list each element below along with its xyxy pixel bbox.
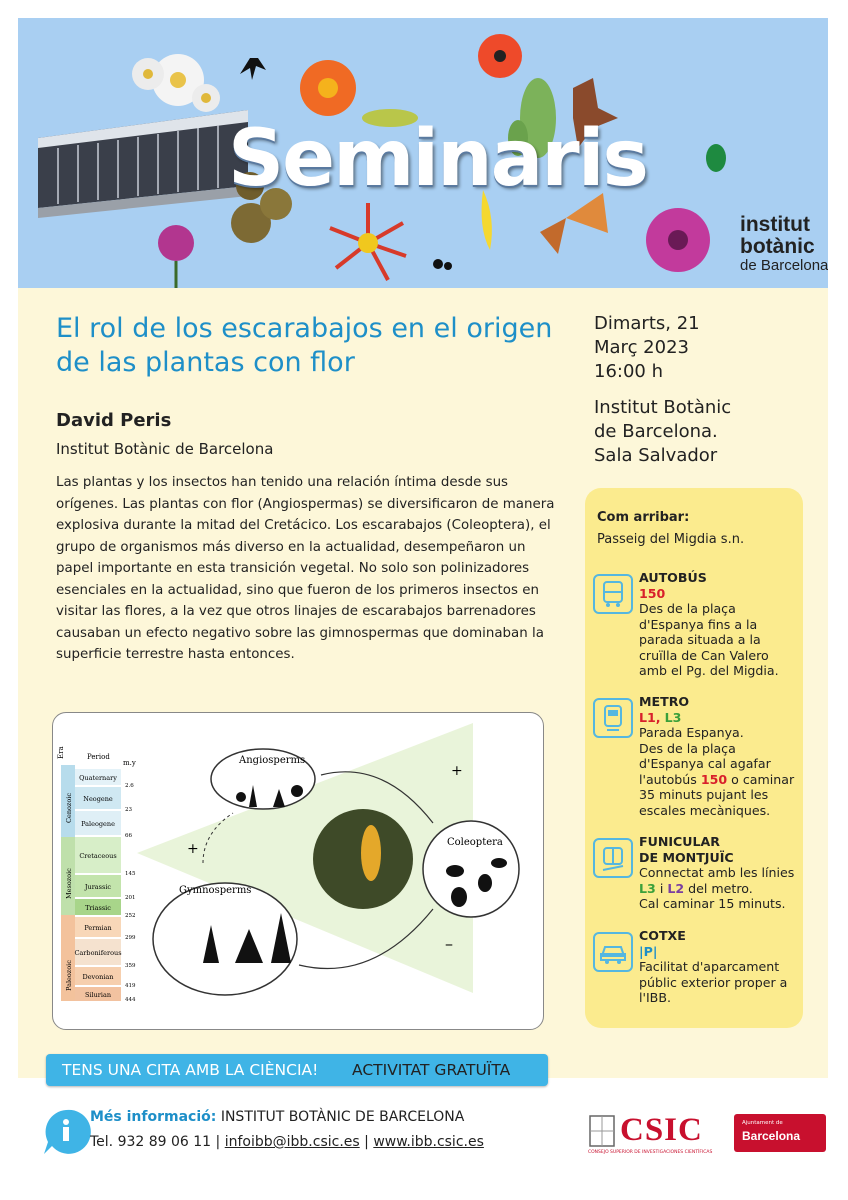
coleoptera-label: Coleoptera: [447, 837, 503, 848]
starburst-flower-icon: [330, 203, 406, 280]
bus-line: 150: [639, 585, 666, 601]
speaker-affiliation: Institut Botànic de Barcelona: [56, 440, 274, 458]
evolution-figure: [52, 712, 544, 1030]
period-paleogene: Paleogene: [81, 820, 115, 828]
age-2: 66: [125, 833, 132, 839]
coleoptera-circle: [423, 821, 519, 917]
event-time: 16:00 h: [594, 361, 664, 382]
period-jurassic: Jurassic: [84, 883, 112, 891]
poppy-icon: [478, 34, 522, 78]
funicular-text3: Cal caminar 15 minuts.: [639, 896, 786, 911]
bus-text: Des de la plaça d'Espanya fins a la parada situada a la cruïlla de Can Valero amb el Pg. del Migdia.: [639, 601, 779, 678]
age-9: 444: [125, 997, 136, 1003]
funicular-text1: Connectat amb les línies: [639, 865, 795, 880]
csic-subtitle: CONSEJO SUPERIOR DE INVESTIGACIONES CIENTÍFICAS: [588, 1150, 713, 1155]
period-cretaceous: Cretaceous: [79, 852, 117, 860]
minus-sign: –: [445, 934, 453, 953]
age-5: 252: [125, 913, 136, 919]
event-month-year: Març 2023: [594, 337, 689, 358]
era-header: Era: [57, 746, 65, 759]
banner-title: Seminaris: [228, 114, 647, 204]
period-devonian: Devonian: [82, 973, 114, 981]
period-silurian: Silurian: [84, 991, 112, 999]
funicular-line-l3: L3: [639, 880, 656, 896]
age-8: 419: [125, 983, 136, 989]
age-1: 23: [125, 807, 132, 813]
period-quaternary: Quaternary: [79, 774, 117, 782]
abstract-text: Las plantas y los insectos han tenido una relación íntima desde sus orígenes. Las plantas con flor (Angiospermas) se diversificaron de manera explosiva durante la mitad del Cretácico. Los escarabajos (Coleoptera), el grupo de organismos más diverso en la actualidad, desempeñaron un papel importante en esta transición vegetal. No solo son polinizadores esenciales en la actualidad, sino que fueron de los primeros insectos en visitar las flores, a la vez que otros linajes de escarabajos barrenadores causaban un efecto negativo sobre las gimnospermas que dominaban la superficie terrestre hasta entonces.: [56, 475, 555, 662]
period-triassic: Triassic: [85, 904, 111, 912]
angiosperms-label: Angiosperms: [239, 755, 306, 766]
metro-icon: [593, 698, 633, 738]
metro-bus-line: 150: [700, 771, 728, 787]
bus-label: AUTOBÚS: [639, 570, 707, 585]
leaf-icon: [240, 58, 266, 80]
amber-drop: [361, 825, 381, 881]
logo-line1: institut: [740, 213, 810, 236]
cta-part2: ACTIVITAT GRATUÏTA: [352, 1061, 511, 1079]
funicular-conj: i: [659, 880, 664, 896]
phone: Tel. 932 89 06 11: [90, 1134, 212, 1150]
my-header: m.y: [123, 759, 136, 767]
directions-heading: Com arribar:: [597, 510, 690, 525]
cta-banner: [46, 1054, 548, 1086]
evolution-diagram: [53, 713, 543, 1029]
thistle-icon: [158, 225, 194, 288]
ajuntament-logo: [734, 1114, 826, 1152]
plus-sign: +: [451, 763, 463, 779]
plus-sign-2: +: [187, 841, 199, 857]
event-day: Dimarts, 21: [594, 313, 700, 334]
funicular-label2: DE MONTJUÏC: [639, 849, 734, 865]
period-permian: Permian: [84, 924, 112, 932]
directions-address: Passeig del Migdia s.n.: [597, 532, 745, 547]
metro-line-l3: L3: [664, 709, 682, 725]
parking-icon: |P|: [639, 943, 658, 959]
bus-icon: [593, 574, 633, 614]
logo-line2: botànic: [740, 235, 815, 259]
ibb-logo: [668, 206, 828, 286]
header-banner: [18, 18, 828, 288]
email-link[interactable]: infoibb@ibb.csic.es: [224, 1134, 360, 1150]
white-daisy-icon: [132, 54, 220, 112]
period-neogene: Neogene: [83, 795, 113, 803]
funicular-label1: FUNICULAR: [639, 834, 720, 849]
ajuntament-big: Barcelona: [742, 1129, 801, 1143]
speaker-name: David Peris: [56, 410, 172, 431]
metro-label: METRO: [639, 694, 690, 709]
csic-wordmark: CSIC: [620, 1112, 703, 1148]
ant-icon: [433, 259, 452, 270]
metro-text1: Parada Espanya.: [639, 725, 744, 740]
ajuntament-small: Ajuntament de: [742, 1120, 783, 1126]
funicular-icon: [593, 838, 633, 878]
period-list: [74, 769, 121, 1001]
metro-text3: o caminar 35 minuts pujant les escales mecàniques.: [639, 771, 795, 818]
era-cenozoic: Cenozoic: [65, 793, 73, 823]
funicular-line-l2: L2: [667, 880, 685, 896]
building-image: [38, 110, 248, 218]
era-mesozoic: Mesozoic: [65, 868, 73, 899]
era-paleozoic: Paleozoic: [65, 960, 73, 991]
age-3: 145: [125, 871, 136, 877]
car-text: Facilitat d'aparcament públic exterior proper a l'IBB.: [639, 959, 788, 1005]
talk-title: El rol de los escarabajos en el origen de las plantas con flor: [56, 313, 553, 378]
period-carboniferous: Carboniferous: [74, 949, 122, 957]
funicular-text2: del metro.: [688, 880, 753, 896]
venue-line1: Institut Botànic: [594, 397, 732, 418]
age-list: [125, 783, 136, 1003]
cta-part1: TENS UNA CITA AMB LA CIÈNCIA!: [62, 1061, 319, 1079]
logo-line3: de Barcelona: [740, 257, 828, 275]
age-4: 201: [125, 895, 136, 901]
metro-line-l1: L1: [639, 709, 656, 725]
venue-line2: de Barcelona.: [594, 421, 718, 442]
website-link[interactable]: www.ibb.csic.es: [373, 1134, 484, 1150]
more-info-label: Més informació:: [90, 1109, 217, 1125]
more-info-value: INSTITUT BOTÀNIC DE BARCELONA: [220, 1109, 465, 1125]
csic-emblem-icon: [588, 1114, 616, 1148]
car-label: COTXE: [639, 928, 686, 943]
separator-2: |: [364, 1134, 369, 1150]
age-0: 2.6: [125, 783, 134, 789]
directions-box: [585, 488, 803, 1028]
gymnosperms-circle: [153, 883, 297, 995]
age-7: 359: [125, 963, 136, 969]
age-6: 299: [125, 935, 136, 941]
orange-flower-icon: [300, 60, 356, 116]
event-datetime: [594, 312, 700, 384]
car-icon: [593, 932, 633, 972]
gymnosperms-label: Gymnosperms: [179, 885, 252, 896]
metro-text2: Des de la plaça d'Espanya cal agafar l'autobús: [639, 740, 771, 787]
period-header: Period: [87, 753, 110, 761]
csic-logo: [588, 1112, 723, 1160]
metro-line-sep: ,: [655, 709, 661, 725]
event-venue: [594, 396, 731, 468]
contact-line: [90, 1134, 484, 1150]
venue-line3: Sala Salvador: [594, 445, 718, 466]
more-info: [90, 1109, 464, 1125]
beetle-icon: [706, 144, 726, 172]
separator-1: |: [215, 1134, 221, 1150]
